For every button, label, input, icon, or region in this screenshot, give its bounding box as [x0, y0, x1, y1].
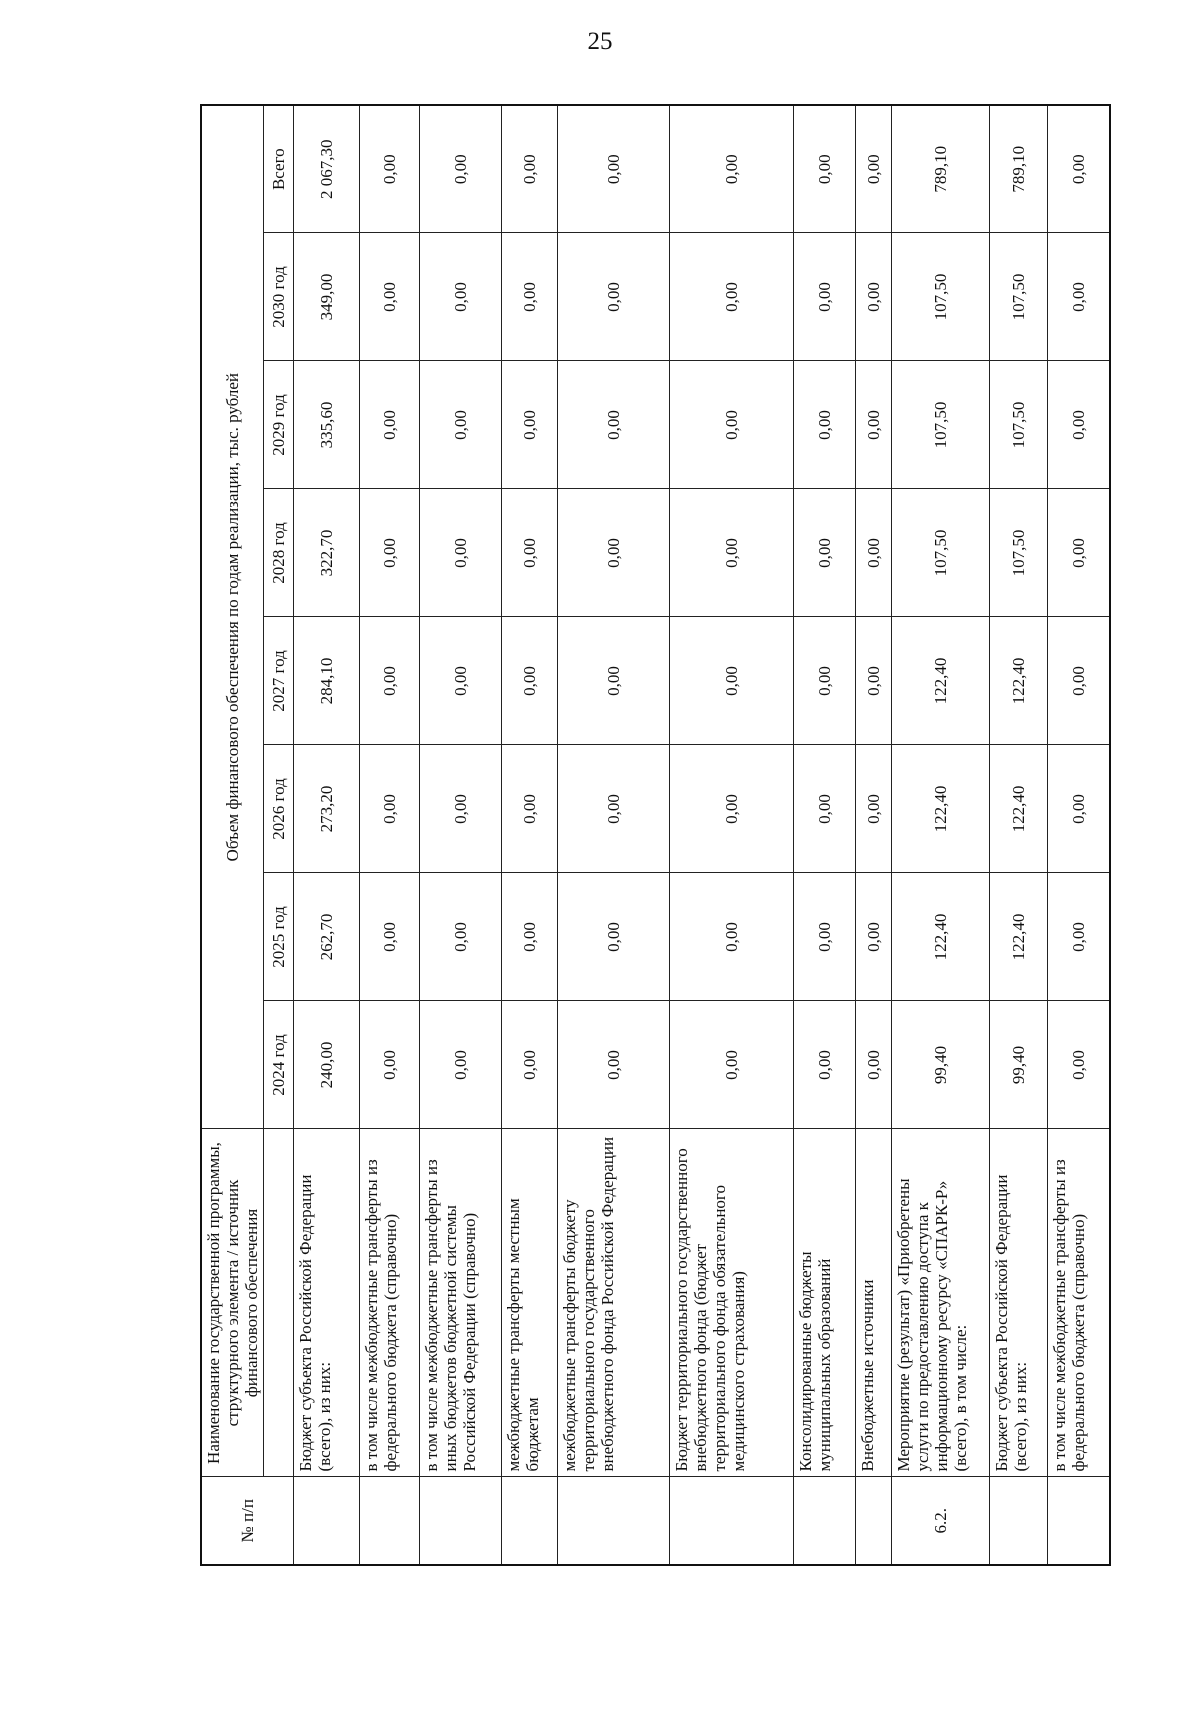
financing-table [200, 104, 1111, 1566]
row-number-cell [294, 1477, 360, 1565]
value-cell: 0,00 [1048, 233, 1110, 361]
value-cell: 0,00 [360, 233, 420, 361]
value-cell: 0,00 [670, 745, 794, 873]
value-cell: 122,40 [990, 745, 1048, 873]
value-cell: 0,00 [1048, 105, 1110, 233]
value-cell: 0,00 [856, 489, 892, 617]
value-cell: 0,00 [558, 1001, 670, 1129]
value-cell: 2 067,30 [294, 105, 360, 233]
value-cell: 0,00 [1048, 489, 1110, 617]
value-cell: 0,00 [670, 873, 794, 1001]
row-number-cell: 6.2. [892, 1477, 990, 1565]
value-cell: 322,70 [294, 489, 360, 617]
value-cell: 0,00 [670, 617, 794, 745]
value-cell: 0,00 [360, 489, 420, 617]
value-cell: 0,00 [360, 745, 420, 873]
value-cell: 0,00 [420, 489, 502, 617]
header-name: Наименование государственной программы, структурного элемента / источник финансового обеспечения [201, 1129, 264, 1477]
value-cell: 107,50 [892, 361, 990, 489]
row-name-cell: Бюджет субъекта Российской Федерации (всего), из них: [990, 1129, 1048, 1477]
value-cell: 0,00 [420, 617, 502, 745]
value-cell: 99,40 [892, 1001, 990, 1129]
table-row [856, 105, 892, 1565]
value-cell: 0,00 [360, 873, 420, 1001]
table-row [1048, 105, 1110, 1565]
row-number-cell [360, 1477, 420, 1565]
value-cell: 789,10 [892, 105, 990, 233]
row-name-cell: Бюджет территориального государственного внебюджетного фонда (бюджет территориального фонда обязательного медицинского страхования) [670, 1129, 794, 1477]
row-name-cell: межбюджетные трансферты местным бюджетам [502, 1129, 558, 1477]
row-number-cell [990, 1477, 1048, 1565]
value-cell: 0,00 [856, 105, 892, 233]
value-cell: 0,00 [856, 1001, 892, 1129]
value-cell: 0,00 [502, 233, 558, 361]
value-cell: 335,60 [294, 361, 360, 489]
value-cell: 0,00 [1048, 745, 1110, 873]
value-cell: 0,00 [502, 361, 558, 489]
value-cell: 0,00 [856, 361, 892, 489]
value-cell: 0,00 [502, 745, 558, 873]
page-number: 25 [587, 28, 613, 55]
value-cell: 0,00 [558, 873, 670, 1001]
value-cell: 0,00 [558, 489, 670, 617]
value-cell: 0,00 [794, 105, 856, 233]
value-cell: 0,00 [794, 233, 856, 361]
value-cell: 0,00 [794, 1001, 856, 1129]
value-cell: 0,00 [670, 105, 794, 233]
value-cell: 0,00 [420, 1001, 502, 1129]
row-name-cell: Бюджет субъекта Российской Федерации (всего), из них: [294, 1129, 360, 1477]
value-cell: 122,40 [990, 617, 1048, 745]
header-no: № п/п [201, 1477, 294, 1565]
value-cell: 0,00 [794, 617, 856, 745]
header-name-cont [264, 1129, 294, 1477]
value-cell: 0,00 [502, 1001, 558, 1129]
table-row [294, 105, 360, 1565]
value-cell: 0,00 [558, 745, 670, 873]
value-cell: 122,40 [892, 873, 990, 1001]
table-row [558, 105, 670, 1565]
value-cell: 284,10 [294, 617, 360, 745]
header-total: Всего [264, 105, 294, 233]
value-cell: 0,00 [856, 745, 892, 873]
value-cell: 0,00 [1048, 617, 1110, 745]
value-cell: 0,00 [502, 489, 558, 617]
row-number-cell [558, 1477, 670, 1565]
value-cell: 0,00 [794, 745, 856, 873]
value-cell: 0,00 [670, 489, 794, 617]
value-cell: 0,00 [558, 233, 670, 361]
table-row [420, 105, 502, 1565]
value-cell: 0,00 [1048, 1001, 1110, 1129]
value-cell: 0,00 [420, 745, 502, 873]
header-year: 2025 год [264, 873, 294, 1001]
value-cell: 789,10 [990, 105, 1048, 233]
value-cell: 122,40 [892, 617, 990, 745]
value-cell: 349,00 [294, 233, 360, 361]
value-cell: 0,00 [794, 873, 856, 1001]
header-year: 2028 год [264, 489, 294, 617]
row-name-cell: Мероприятие (результат) «Приобретены услуги по предоставлению доступа к информационному ресурсу «СПАРК-Р» (всего), в том числе: [892, 1129, 990, 1477]
value-cell: 0,00 [502, 617, 558, 745]
row-number-cell [502, 1477, 558, 1565]
row-name-cell: Внебюджетные источники [856, 1129, 892, 1477]
value-cell: 107,50 [892, 233, 990, 361]
value-cell: 107,50 [990, 361, 1048, 489]
header-year: 2027 год [264, 617, 294, 745]
row-number-cell [794, 1477, 856, 1565]
value-cell: 0,00 [856, 873, 892, 1001]
row-name-cell: в том числе межбюджетные трансферты из иных бюджетов бюджетной системы Российской Федерации (справочно) [420, 1129, 502, 1477]
table-row [502, 105, 558, 1565]
value-cell: 0,00 [360, 105, 420, 233]
value-cell: 273,20 [294, 745, 360, 873]
value-cell: 122,40 [892, 745, 990, 873]
value-cell: 0,00 [420, 873, 502, 1001]
value-cell: 240,00 [294, 1001, 360, 1129]
row-number-cell [420, 1477, 502, 1565]
value-cell: 0,00 [794, 361, 856, 489]
table-row [360, 105, 420, 1565]
value-cell: 0,00 [420, 233, 502, 361]
value-cell: 0,00 [360, 617, 420, 745]
value-cell: 0,00 [360, 1001, 420, 1129]
header-year: 2030 год [264, 233, 294, 361]
value-cell: 0,00 [558, 361, 670, 489]
value-cell: 0,00 [670, 361, 794, 489]
value-cell: 0,00 [1048, 873, 1110, 1001]
value-cell: 0,00 [1048, 361, 1110, 489]
table-row [892, 105, 990, 1565]
row-name-cell: межбюджетные трансферты бюджету территориального государственного внебюджетного фонда Российской Федерации [558, 1129, 670, 1477]
value-cell: 0,00 [420, 105, 502, 233]
header-year: 2026 год [264, 745, 294, 873]
value-cell: 122,40 [990, 873, 1048, 1001]
header-volume: Объем финансового обеспечения по годам реализации, тыс. рублей [201, 105, 264, 1129]
row-name-cell: Консолидированные бюджеты муниципальных образований [794, 1129, 856, 1477]
value-cell: 0,00 [670, 233, 794, 361]
value-cell: 0,00 [502, 873, 558, 1001]
header-year: 2024 год [264, 1001, 294, 1129]
value-cell: 0,00 [856, 233, 892, 361]
value-cell: 0,00 [502, 105, 558, 233]
value-cell: 0,00 [794, 489, 856, 617]
value-cell: 0,00 [670, 1001, 794, 1129]
table-row [794, 105, 856, 1565]
row-name-cell: в том числе межбюджетные трансферты из федерального бюджета (справочно) [1048, 1129, 1110, 1477]
value-cell: 107,50 [990, 233, 1048, 361]
header-year: 2029 год [264, 361, 294, 489]
value-cell: 99,40 [990, 1001, 1048, 1129]
value-cell: 0,00 [360, 361, 420, 489]
value-cell: 0,00 [856, 617, 892, 745]
value-cell: 262,70 [294, 873, 360, 1001]
rotated-table-container [200, 106, 1089, 1566]
value-cell: 0,00 [558, 105, 670, 233]
table-row [670, 105, 794, 1565]
row-number-cell [670, 1477, 794, 1565]
value-cell: 0,00 [420, 361, 502, 489]
row-name-cell: в том числе межбюджетные трансферты из федерального бюджета (справочно) [360, 1129, 420, 1477]
value-cell: 0,00 [558, 617, 670, 745]
table-row [990, 105, 1048, 1565]
row-number-cell [856, 1477, 892, 1565]
value-cell: 107,50 [892, 489, 990, 617]
value-cell: 107,50 [990, 489, 1048, 617]
row-number-cell [1048, 1477, 1110, 1565]
